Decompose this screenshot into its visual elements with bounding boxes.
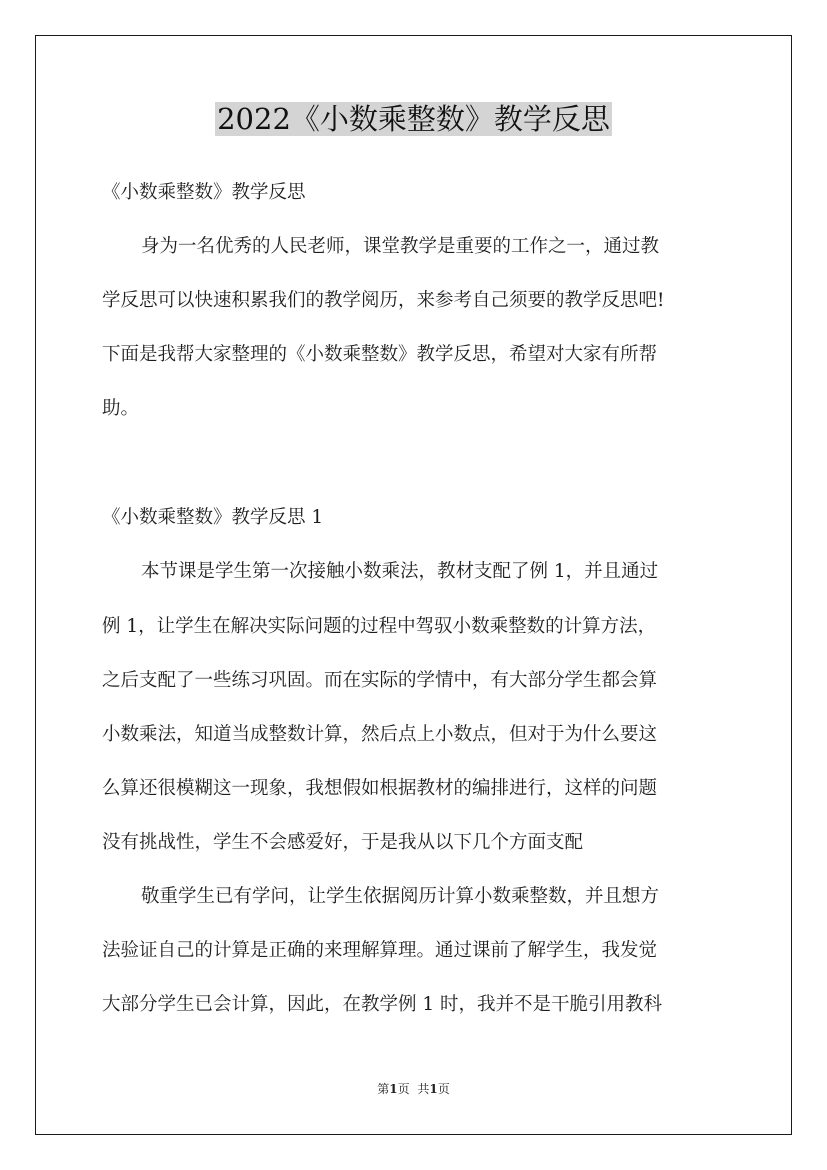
body-line: 没有挑战性，学生不会感爱好，于是我从以下几个方面支配 (102, 832, 584, 853)
body-line: 法验证自己的计算是正确的来理解算理。通过课前了解学生，我发觉 (102, 940, 658, 961)
subtitle: 《小数乘整数》教学反思 (102, 182, 306, 203)
page-footer: 第1页 共1页 (377, 1082, 450, 1096)
body-line: 本节课是学生第一次接触小数乘法，教材支配了例 1，并且通过 (141, 561, 659, 582)
body-line: 之后支配了一些练习巩固。而在实际的学情中，有大部分学生都会算 (102, 670, 658, 691)
body-line: 大部分学生已会计算，因此，在教学例 1 时，我并不是干脆引用教科 (102, 994, 663, 1015)
body-line: 么算还很模糊这一现象，我想假如根据教材的编排进行，这样的问题 (102, 778, 658, 799)
intro-line: 下面是我帮大家整理的《小数乘整数》教学反思，希望对大家有所帮 (102, 344, 658, 365)
body-line: 敬重学生已有学问，让学生依据阅历计算小数乘整数，并且想方 (141, 886, 660, 907)
document-title: 2022《小数乘整数》教学反思 (217, 102, 610, 136)
intro-line: 助。 (102, 398, 140, 419)
body-line: 例 1，让学生在解决实际问题的过程中驾驭小数乘整数的计算方法， (102, 616, 657, 637)
section-heading: 《小数乘整数》教学反思 1 (102, 507, 324, 528)
intro-line: 身为一名优秀的人民老师，课堂教学是重要的工作之一，通过教 (141, 236, 660, 257)
body-line: 小数乘法，知道当成整数计算，然后点上小数点，但对于为什么要这 (102, 724, 658, 745)
intro-line: 学反思可以快速积累我们的教学阅历，来参考自己须要的教学反思吧! (102, 290, 665, 311)
